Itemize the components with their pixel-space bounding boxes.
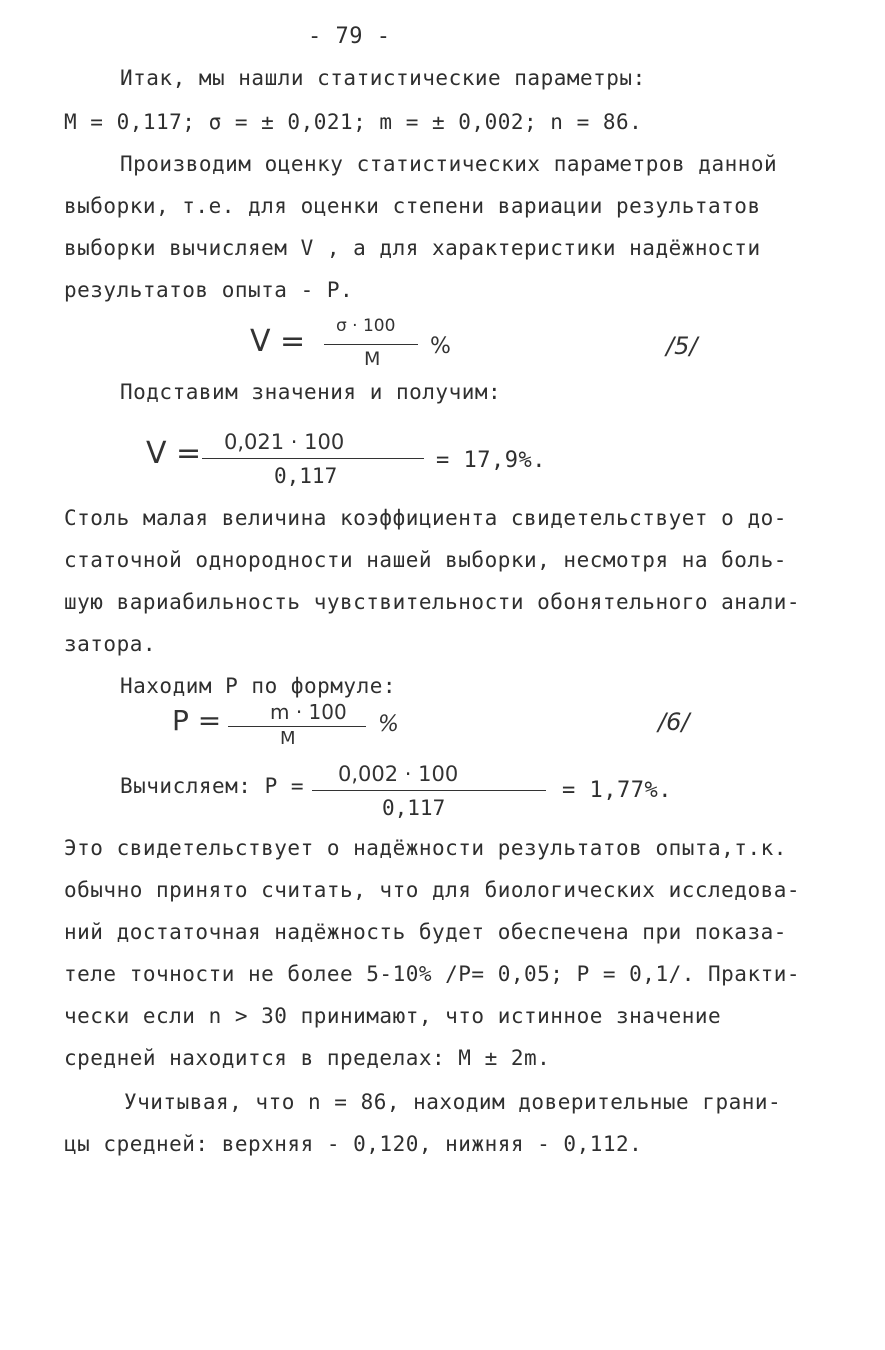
formula-6-lhs: P = [172, 704, 222, 737]
calc-p-result: = 1,77%. [562, 778, 672, 803]
calc-p-fraction [312, 762, 548, 824]
formula-6-denominator: M [280, 728, 296, 749]
text-line-9: статочной однородности нашей выборки, несмотря на боль- [64, 548, 787, 572]
text-line-15: ний достаточная надёжность будет обеспечена при показа- [64, 920, 787, 944]
formula-5-unit: % [430, 334, 451, 359]
text-line-3: Производим оценку статистических параметров данной [120, 152, 778, 176]
formula-6-unit: % [378, 712, 399, 737]
formula-6-numerator: m · 100 [270, 700, 347, 724]
formula-6-label: /6/ [658, 708, 690, 736]
formula-5-bar [324, 344, 418, 345]
text-line-5: выборки вычисляем V , а для характеристики надёжности [64, 236, 761, 260]
text-line-7: Подставим значения и получим: [120, 380, 502, 404]
formula-5-label: /5/ [666, 332, 698, 360]
text-line-4: выборки, т.е. для оценки степени вариации результатов [64, 194, 761, 218]
calc-v-result: = 17,9%. [436, 448, 546, 473]
text-line-6: результатов опыта - P. [64, 278, 354, 302]
text-line-13: Это свидетельствует о надёжности результатов опыта,т.к. [64, 836, 787, 860]
calc-p-denominator: 0,117 [382, 796, 446, 820]
text-line-10: шую вариабильность чувствительности обонятельного анали- [64, 590, 801, 614]
formula-5-fraction [324, 316, 424, 376]
formula-5-denominator: M [364, 348, 381, 370]
text-line-12: Находим P по формуле: [120, 674, 397, 698]
calc-p-numerator: 0,002 · 100 [338, 762, 459, 786]
formula-6-fraction [228, 700, 378, 756]
formula-5-numerator: σ · 100 [336, 316, 396, 336]
text-line-11: затора. [64, 632, 157, 656]
calc-p-prefix: Вычисляем: P = [120, 774, 305, 798]
calc-v-denominator: 0,117 [274, 464, 338, 488]
text-line-1: Итак, мы нашли статистические параметры: [120, 66, 646, 90]
calc-v-bar [202, 458, 424, 459]
calc-v-numerator: 0,021 · 100 [224, 430, 345, 454]
calc-v-fraction [202, 428, 426, 490]
text-line-19: Учитывая, что n = 86, находим доверительные грани- [124, 1090, 782, 1114]
page-number: - 79 - [308, 24, 391, 49]
text-line-17: чески если n > 30 принимают, что истинное значение [64, 1004, 722, 1028]
text-line-18: средней находится в пределах: M ± 2m. [64, 1046, 551, 1070]
text-line-8: Столь малая величина коэффициента свидетельствует о до- [64, 506, 787, 530]
calc-p-bar [312, 790, 546, 791]
text-line-14: обычно принято считать, что для биологических исследова- [64, 878, 801, 902]
formula-5-lhs: V = [250, 324, 306, 359]
formula-6-bar [228, 726, 366, 727]
calc-v-lhs: V = [146, 436, 202, 471]
text-line-20: цы средней: верхняя - 0,120, нижняя - 0,112. [64, 1132, 643, 1156]
text-line-16: теле точности не более 5-10% /P= 0,05; P = 0,1/. Практи- [64, 962, 801, 986]
text-line-2: M = 0,117; σ = ± 0,021; m = ± 0,002; n = 86. [64, 110, 643, 134]
